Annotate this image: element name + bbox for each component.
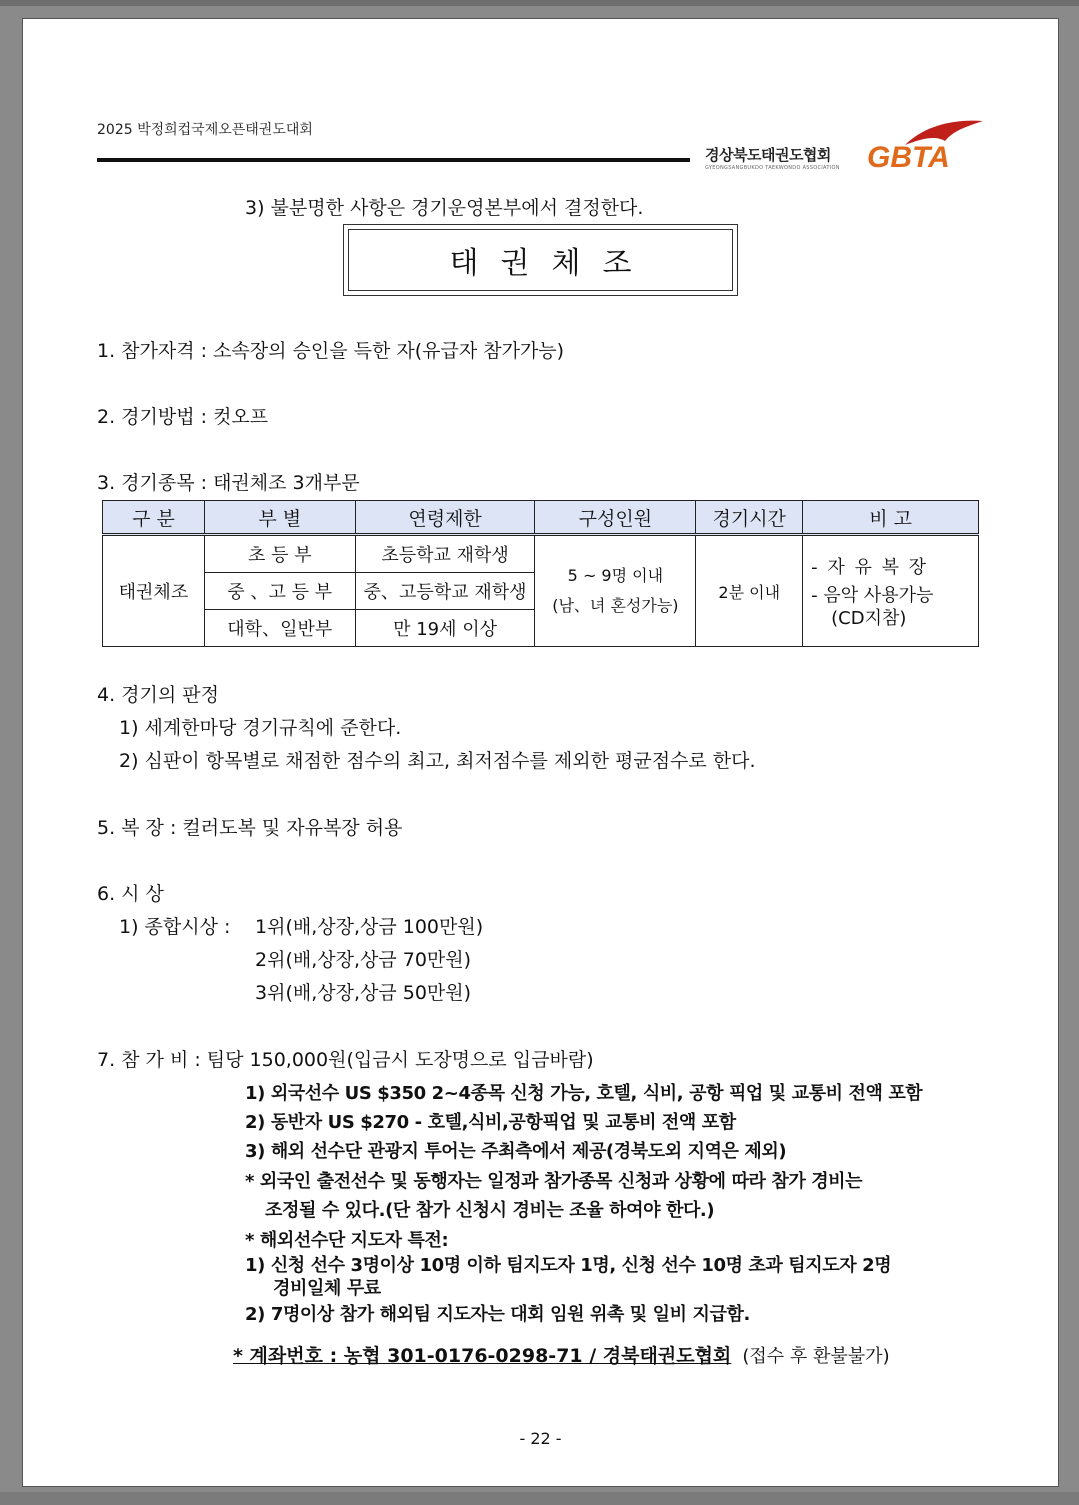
header-age-limit: 연령제한 xyxy=(355,501,535,535)
fee-line4: * 외국인 출전선수 및 동행자는 일정과 참가종목 신청과 상황에 따라 참가 경비는 xyxy=(245,1171,863,1192)
logo-text: GBTA xyxy=(867,141,950,171)
age-cell: 초등학교 재학생 xyxy=(355,535,535,573)
item-events: 3. 경기종목 : 태권체조 3개부문 xyxy=(97,472,360,494)
account-number: * 계좌번호 : 농협 301-0176-0298-71 / 경북태권도협회 xyxy=(233,1345,732,1367)
awards-title: 6. 시 상 xyxy=(97,883,164,905)
time-cell: 2분 이내 xyxy=(696,535,803,647)
division-cell: 중 、고 등 부 xyxy=(204,573,355,610)
category-cell: 태권체조 xyxy=(103,535,205,647)
award-second: 2위(배,상장,상금 70만원) xyxy=(255,949,472,971)
judging-rule1: 1) 세계한마당 경기규칙에 준한다. xyxy=(119,717,402,739)
document-page xyxy=(22,18,1059,1487)
events-table xyxy=(102,500,979,647)
association-name: 경상북도태권도협회 xyxy=(705,146,831,164)
division-cell: 대학、일반부 xyxy=(204,610,355,647)
header-category: 구 분 xyxy=(103,501,205,535)
fee-line5: 조정될 수 있다.(단 참가 신청시 경비는 조율 하여야 한다.) xyxy=(265,1200,715,1221)
awards-label: 1) 종합시상 : xyxy=(119,916,231,938)
event-title: 2025 박정희컵국제오픈태권도대회 xyxy=(97,122,313,138)
attire: 5. 복 장 : 컬러도복 및 자유복장 허용 xyxy=(97,817,403,839)
note-line2: - 음악 사용가능 xyxy=(811,585,934,606)
header-time: 경기시간 xyxy=(696,501,803,535)
members-cell xyxy=(535,535,696,647)
judging-rule2: 2) 심판이 항목별로 채점한 점수의 최고, 최저점수를 제외한 평균점수로 한다. xyxy=(119,750,756,772)
note-cell xyxy=(803,535,979,647)
item-method: 2. 경기방법 : 컷오프 xyxy=(97,406,269,428)
item-qualification: 1. 참가자격 : 소속장의 승인을 득한 자(유급자 참가가능) xyxy=(97,340,565,362)
gbta-logo xyxy=(865,115,985,171)
association-english: GYEONGSANGBUKDO TAEKWONDO ASSOCIATION xyxy=(705,165,840,171)
header-members: 구성인원 xyxy=(535,501,696,535)
judging-title: 4. 경기의 판정 xyxy=(97,684,219,706)
fee-line7: 1) 신청 선수 3명이상 10명 이하 팀지도자 1명, 신청 선수 10명 초과 팀지도자 2명 xyxy=(245,1255,892,1276)
note-line1: - 자 유 복 장 xyxy=(811,557,929,578)
account-line xyxy=(233,1341,890,1368)
section-title: 태권체조 xyxy=(348,229,733,291)
header-note: 비 고 xyxy=(803,501,979,535)
fee-line8: 경비일체 무료 xyxy=(273,1278,381,1299)
viewer-top-strip xyxy=(0,0,1079,6)
header-division: 부 별 xyxy=(204,501,355,535)
award-third: 3위(배,상장,상금 50만원) xyxy=(255,982,472,1004)
pre-note: 3) 불분명한 사항은 경기운영본부에서 결정한다. xyxy=(245,197,644,219)
section-title-box xyxy=(343,224,738,296)
members-line1: 5 ~ 9명 이내 xyxy=(567,566,664,585)
members-line2: (남、녀 혼성가능) xyxy=(552,596,679,615)
age-cell: 중、고등학교 재학생 xyxy=(355,573,535,610)
page-number: - 22 - xyxy=(519,1429,562,1448)
viewer-bottom-strip xyxy=(0,1492,1079,1505)
age-cell: 만 19세 이상 xyxy=(355,610,535,647)
account-note: (접수 후 환불불가) xyxy=(742,1346,890,1367)
fee-line6: * 해외선수단 지도자 특전: xyxy=(245,1230,449,1251)
award-first: 1위(배,상장,상금 100만원) xyxy=(255,916,484,938)
fee-line9: 2) 7명이상 참가 해외팀 지도자는 대회 임원 위촉 및 일비 지급함. xyxy=(245,1304,750,1325)
table-row xyxy=(103,535,979,573)
header-rule xyxy=(97,158,690,162)
fee-line2: 2) 동반자 US $270 - 호텔,식비,공항픽업 및 교통비 전액 포함 xyxy=(245,1112,736,1133)
note-line3: (CD지참) xyxy=(831,608,907,629)
fee-title: 7. 참 가 비 : 팀당 150,000원(입금시 도장명으로 입금바람) xyxy=(97,1049,594,1071)
division-cell: 초 등 부 xyxy=(204,535,355,573)
table-header-row xyxy=(103,501,979,535)
fee-line1: 1) 외국선수 US $350 2~4종목 신청 가능, 호텔, 식비, 공항 픽업 및 교통비 전액 포함 xyxy=(245,1083,923,1104)
fee-line3: 3) 해외 선수단 관광지 투어는 주최측에서 제공(경북도외 지역은 제외) xyxy=(245,1141,787,1162)
